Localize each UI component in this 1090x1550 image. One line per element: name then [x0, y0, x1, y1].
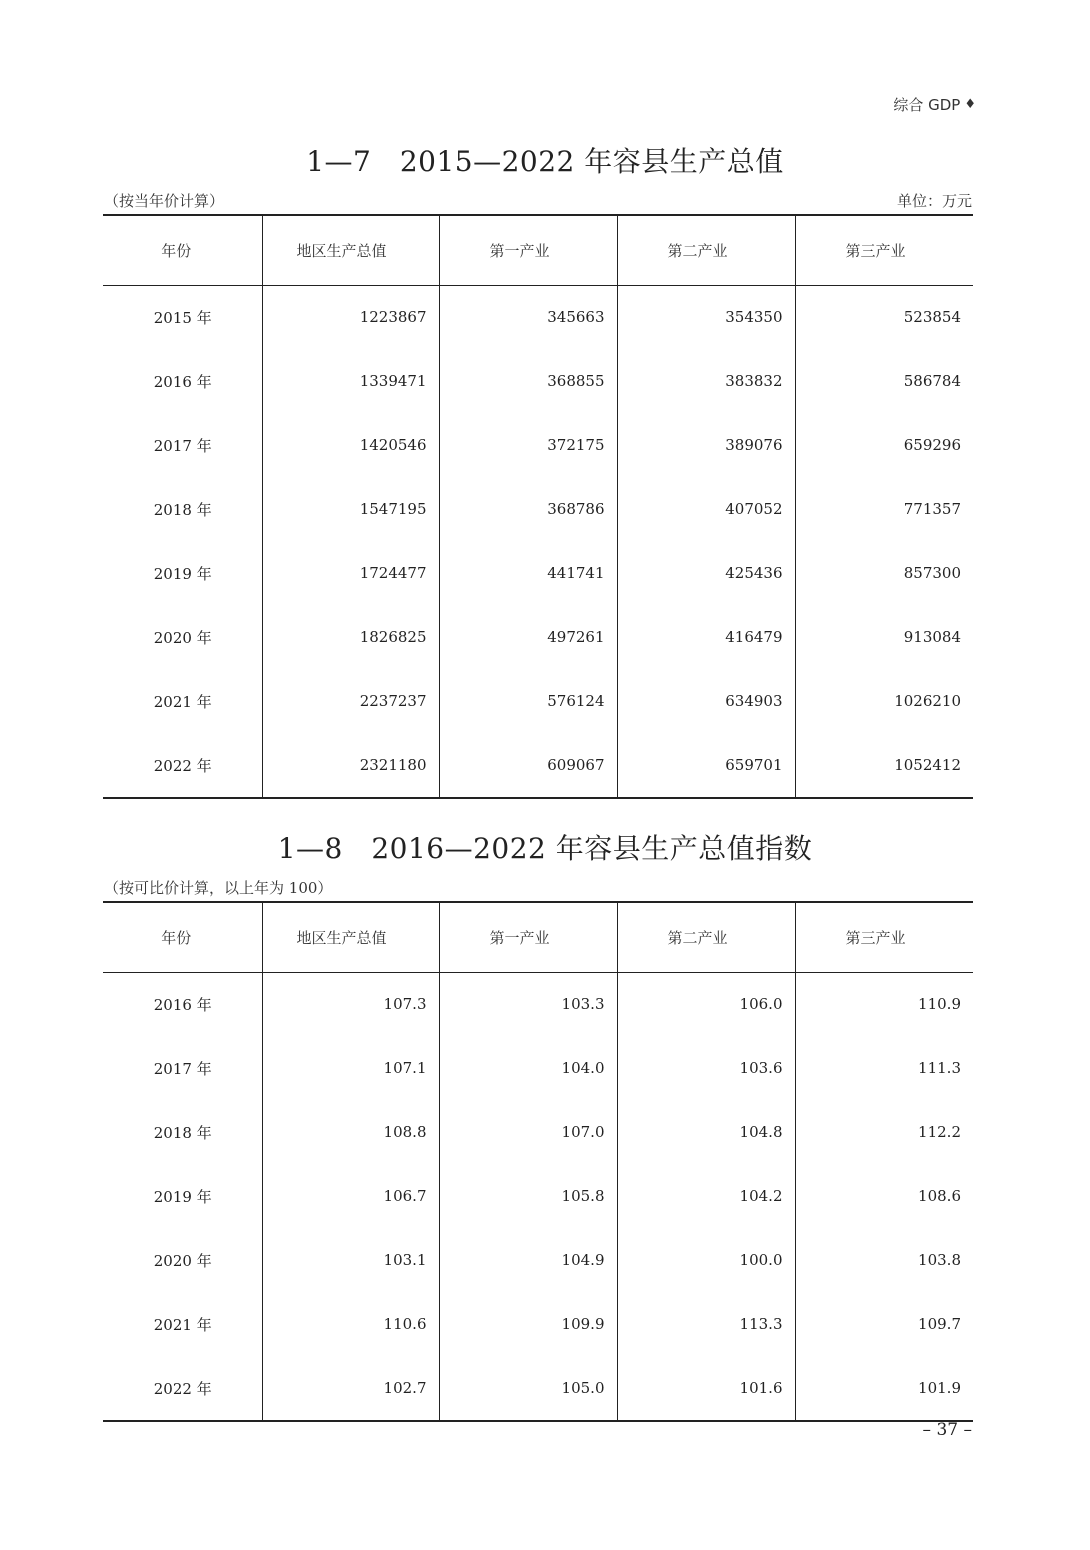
year-cell: 2017 年: [153, 1059, 212, 1078]
column-header-gdp: 地区生产总值: [262, 215, 439, 286]
primary-cell: 105.8: [439, 1164, 617, 1228]
primary-cell: 103.3: [439, 973, 617, 1037]
secondary-cell: 100.0: [617, 1228, 795, 1292]
diamond-icon: ♦: [964, 97, 976, 112]
table2-header-row: [103, 902, 973, 973]
running-head-label: 综合 GDP: [893, 96, 961, 114]
tertiary-cell: 857300: [795, 541, 973, 605]
column-header-tertiary: 第三产业: [795, 902, 973, 973]
table-row: [103, 1036, 973, 1100]
secondary-cell: 113.3: [617, 1292, 795, 1356]
gdp-cell: 1339471: [262, 349, 439, 413]
table-row: [103, 477, 973, 541]
table1-unit: 单位：万元: [896, 192, 972, 210]
column-header-gdp: 地区生产总值: [262, 902, 439, 973]
secondary-cell: 101.6: [617, 1356, 795, 1421]
column-header-secondary: 第二产业: [617, 215, 795, 286]
column-header-year: 年份: [103, 902, 262, 973]
gdp-cell: 108.8: [262, 1100, 439, 1164]
primary-cell: 107.0: [439, 1100, 617, 1164]
year-cell: 2016 年: [153, 995, 212, 1014]
page-number: – 37 –: [922, 1420, 972, 1440]
tertiary-cell: 108.6: [795, 1164, 973, 1228]
table-row: [103, 541, 973, 605]
secondary-cell: 634903: [617, 669, 795, 733]
year-cell: 2022 年: [103, 733, 262, 798]
primary-cell: 109.9: [439, 1292, 617, 1356]
table-row: [103, 1164, 973, 1228]
year-cell: 2019 年: [153, 564, 212, 583]
year-cell: 2015 年: [153, 308, 212, 327]
primary-cell: 368786: [439, 477, 617, 541]
secondary-cell: 104.8: [617, 1100, 795, 1164]
tertiary-cell: 1026210: [795, 669, 973, 733]
table-row: [103, 413, 973, 477]
primary-cell: 105.0: [439, 1356, 617, 1421]
gdp-cell: 110.6: [262, 1292, 439, 1356]
gdp-cell: 1223867: [262, 286, 439, 350]
column-header-year: 年份: [103, 215, 262, 286]
year-cell: 2017 年: [153, 436, 212, 455]
table1-note: （按当年价计算）: [104, 192, 225, 210]
table-row: [103, 973, 973, 1037]
table2-body: [103, 973, 973, 1422]
secondary-cell: 389076: [617, 413, 795, 477]
tertiary-cell: 659296: [795, 413, 973, 477]
gdp-cell: 107.3: [262, 973, 439, 1037]
tertiary-cell: 1052412: [795, 733, 973, 798]
year-cell: 2020 年: [153, 628, 212, 647]
gdp-cell: 2321180: [262, 733, 439, 798]
primary-cell: 609067: [439, 733, 617, 798]
primary-cell: 345663: [439, 286, 617, 350]
year-cell: 2021 年: [153, 1315, 212, 1334]
tertiary-cell: 771357: [795, 477, 973, 541]
table-row: [103, 1100, 973, 1164]
table2: [103, 901, 973, 1422]
table1-header-row: [103, 215, 973, 286]
year-cell: 2018 年: [153, 1123, 212, 1142]
tertiary-cell: 101.9: [795, 1356, 973, 1421]
table2-title: 1—8 2016—2022 年容县生产总值指数: [277, 832, 813, 865]
column-header-primary: 第一产业: [439, 902, 617, 973]
column-header-tertiary: 第三产业: [795, 215, 973, 286]
secondary-cell: 106.0: [617, 973, 795, 1037]
gdp-cell: 107.1: [262, 1036, 439, 1100]
table1-title: 1—7 2015—2022 年容县生产总值: [306, 145, 784, 178]
column-header-secondary: 第二产业: [617, 902, 795, 973]
primary-cell: 104.0: [439, 1036, 617, 1100]
table-row: [103, 605, 973, 669]
tertiary-cell: 110.9: [795, 973, 973, 1037]
column-header-primary: 第一产业: [439, 215, 617, 286]
gdp-cell: 1724477: [262, 541, 439, 605]
gdp-cell: 102.7: [262, 1356, 439, 1421]
year-cell: 2021 年: [153, 692, 212, 711]
year-cell: 2022 年: [103, 1356, 262, 1421]
secondary-cell: 383832: [617, 349, 795, 413]
tertiary-cell: 112.2: [795, 1100, 973, 1164]
gdp-cell: 1547195: [262, 477, 439, 541]
table1-body: [103, 286, 973, 799]
table-row: [103, 349, 973, 413]
tertiary-cell: 103.8: [795, 1228, 973, 1292]
primary-cell: 441741: [439, 541, 617, 605]
gdp-cell: 1826825: [262, 605, 439, 669]
table-row: [103, 1292, 973, 1356]
primary-cell: 497261: [439, 605, 617, 669]
secondary-cell: 416479: [617, 605, 795, 669]
primary-cell: 104.9: [439, 1228, 617, 1292]
gdp-cell: 103.1: [262, 1228, 439, 1292]
tertiary-cell: 913084: [795, 605, 973, 669]
year-cell: 2019 年: [153, 1187, 212, 1206]
tertiary-cell: 586784: [795, 349, 973, 413]
secondary-cell: 425436: [617, 541, 795, 605]
primary-cell: 372175: [439, 413, 617, 477]
primary-cell: 576124: [439, 669, 617, 733]
secondary-cell: 354350: [617, 286, 795, 350]
gdp-cell: 106.7: [262, 1164, 439, 1228]
tertiary-cell: 111.3: [795, 1036, 973, 1100]
secondary-cell: 407052: [617, 477, 795, 541]
table2-note: （按可比价计算，以上年为 100）: [104, 879, 333, 897]
year-cell: 2018 年: [153, 500, 212, 519]
secondary-cell: 659701: [617, 733, 795, 798]
gdp-cell: 1420546: [262, 413, 439, 477]
table-row: [103, 1356, 973, 1421]
table-row: [103, 1228, 973, 1292]
year-cell: 2016 年: [153, 372, 212, 391]
table-row: [103, 286, 973, 350]
secondary-cell: 104.2: [617, 1164, 795, 1228]
gdp-cell: 2237237: [262, 669, 439, 733]
primary-cell: 368855: [439, 349, 617, 413]
tertiary-cell: 109.7: [795, 1292, 973, 1356]
table-row: [103, 669, 973, 733]
year-cell: 2020 年: [153, 1251, 212, 1270]
table-row: [103, 733, 973, 798]
secondary-cell: 103.6: [617, 1036, 795, 1100]
tertiary-cell: 523854: [795, 286, 973, 350]
table1: [103, 214, 973, 799]
running-head: [893, 94, 976, 115]
